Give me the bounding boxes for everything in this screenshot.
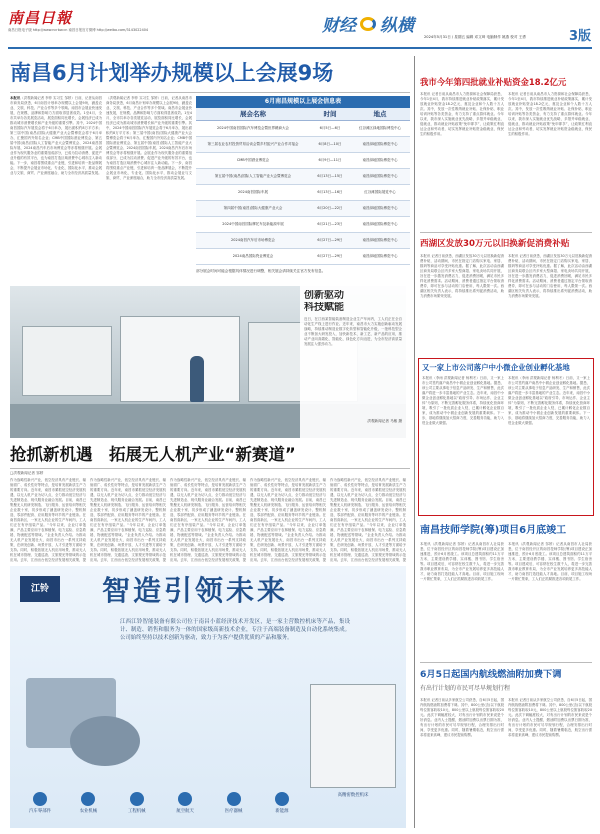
right2-body-a bbox=[420, 254, 504, 354]
right5-body-cont: 本报讯 记者日前从多家航空公司获悉，自6月5日起，国内航线燃油附加费将下调。其中，800公里(含)以下航段每位旅客收取10元，800公里以上航段每位旅客收取20元。此次下调幅度较大，对有出行计划的市民来说是个好消息。业内人士提醒，燃油附加费以出票日期为准，有出行计划的市民可尽早规划行程，合理安排出行时间，享受更多优惠。同时，随着暑期临近，航空出行需求将迎来高峰，建议市民提前购票。 bbox=[508, 698, 592, 737]
expo-time-cell: 6月13日—15日 bbox=[317, 174, 343, 178]
expo-place-cell: 南昌绿地国际博览中心 bbox=[362, 142, 398, 146]
expo-time-cell: 6月8日—10日 bbox=[318, 142, 342, 146]
right4-headline: 南昌技师学院(筹)项目6月底竣工 bbox=[420, 525, 567, 536]
section-title-finance: 财经 bbox=[322, 16, 356, 36]
expo-place-cell: 南昌绿地国际博览中心 bbox=[362, 206, 398, 210]
right2-body-b bbox=[508, 254, 592, 354]
right3-body: 本报讯（李雨 洪观新闻记者 杨利冬）日前，又一家上市公司签约落户南昌中小微企业创业孵化基地。据悉，该公司主要从事电子信息产品研发、生产和销售，此次落户将进一步丰富基地的产业生态。近年来，南昌中小微企业创业孵化基地以“政府引导、市场运作、企业主体”为原则，不断完善孵化服务体系，持续优化营商环境，吸引了一批优质企业入驻，已累计孵化企业数百家，成为推动中小微企业创新发展的重要载体。下一步，基地将继续加大招商力度，完善服务功能，助力入驻企业做大做强。 bbox=[422, 376, 504, 425]
right1-body: 本报讯 记者日前从南昌市人力资源和社会保障局获悉，今年1至4月，我市持续推进就业补贴政策落实，累计发放就业补贴资金18.2亿元，惠及企业和个人数十万人次。其中，发放一次性吸纳就业补贴、社保补贴、职业培训补贴等各类资金，有力支持了重点群体就业。今年以来，我市深入实施就业优先战略，多措并举稳就业、促就业，推动就业补贴政策“免申即享”，让政策红利直达企业和劳动者，切实发挥就业补贴资金稳就业、保民生的积极作用。 bbox=[420, 92, 504, 136]
expo-time-cell: 6月21日—23日 bbox=[317, 222, 343, 226]
lead-byline: 本报讯 bbox=[10, 96, 21, 100]
expo-table-body bbox=[196, 121, 410, 265]
right1-body-cont: 本报讯 记者日前从南昌市人力资源和社会保障局获悉，今年1至4月，我市持续推进就业补贴政策落实，累计发放就业补贴资金18.2亿元，惠及企业和个人数十万人次。其中，发放一次性吸纳就业补贴、社保补贴、职业培训补贴等各类资金，有力支持了重点群体就业。今年以来，我市深入实施就业优先战略，多措并举稳就业、促就业，推动就业补贴政策“免申即享”，让政策红利直达企业和劳动者，切实发挥就业补贴资金稳就业、保民生的积极作用。 bbox=[508, 92, 592, 136]
table-row bbox=[196, 201, 410, 217]
expo-name-cell: 2024中国南昌国际摩托车及新能源车展 bbox=[222, 222, 284, 226]
ad-tag bbox=[163, 792, 207, 822]
right1-body-a bbox=[420, 92, 504, 228]
right3-body-a bbox=[422, 376, 504, 512]
lead-body-continued: （洪观新闻记者 李菲 实习生 邹婷）日前，记者从南昌市商务局获悉，6月南昌计划举办规模以上会展9场，涵盖农业、文旅、科技、产业合作等多个领域。南昌市会展业快速发展，在规模、品牌和影响力方面取得显著成效。1至4月，全市共举办各类展览活动，展览面积同比增长，会展经济已成为推动城市消费增长和产业升级的重要引擎。其中，2024中国南昌国际汽车展览会将于6月举办，展出面积约8万平方米；第三届中国(南昌)国际大健康产业大会暨博览会将于6月举办，汇聚国内外知名企业；CMB中国国际酒业博览会、第五届中国(南昌)国际人工智能产业大会暨博览会、2024南昌国际车展、2024南昌汽车后市场博览会等亦将相继开展。会展业作为现代服务业的重要组成部分，已成为拉动消费、促进产业升级的有效平台，也为南昌打造区域消费中心城市注入新动能。下一步，南昌将围绕重点产业链，引进和培育一批品牌展会，不断提升会展业市场化、专业化、国际化水平，推动会展业与文旅、商贸、产业深度融合，助力全市经济高质量发展。 bbox=[106, 96, 192, 180]
expo-name-cell: 2024中国南昌国际汽车博览会暨世界赣商大会 bbox=[217, 126, 289, 130]
right2-body-cont: 本报讯 记者日前获悉，西湖区发放30万元以旧换新促消费补贴，活动期间，市民在指定门店购买家电、家居、数码等商品可享受补贴优惠。据了解，此次活动由西湖区商务局联合区内多家大型商超、家电卖场共同开展，旨在进一步激发消费活力，促进消费回暖，满足市民多样化消费需求。活动期间，消费者通过指定平台领取消费券，即可在参与活动的门店使用，每人限领一次。西湖区相关负责人表示，将持续推出系列促消费活动，助力消费市场繁荣发展。 bbox=[508, 254, 592, 298]
ad-tag bbox=[18, 792, 62, 822]
lead-body: （洪观新闻记者 李菲 实习生 邹婷）日前，记者从南昌市商务局获悉，6月南昌计划举办规模以上会展9场，涵盖农业、文旅、科技、产业合作等多个领域。南昌市会展业快速发展，在规模、品牌和影响力方面取得显著成效。1至4月，全市共举办各类展览活动，展览面积同比增长，会展经济已成为推动城市消费增长和产业升级的重要引擎。其中，2024中国南昌国际汽车展览会将于6月举办，展出面积约8万平方米；第三届中国(南昌)国际大健康产业大会暨博览会将于6月举办，汇聚国内外知名企业；CMB中国国际酒业博览会、第五届中国(南昌)国际人工智能产业大会暨博览会、2024南昌国际车展、2024南昌汽车后市场博览会等亦将相继开展。会展业作为现代服务业的重要组成部分，已成为拉动消费、促进产业升级的有效平台，也为南昌打造区域消费中心城市注入新动能。下一步，南昌将围绕重点产业链，引进和培育一批品牌展会，不断提升会展业市场化、专业化、国际化水平，推动会展业与文旅、商贸、产业深度融合，助力全市经济高质量发展。 bbox=[10, 96, 102, 175]
drone-body-5: 作为战略性新兴产业，低空经济具有产业链长、辐射面广、成长性好等特点，是培育发展新质生产力的重要方向。近年来，南昌市紧抓低空经济发展机遇，以无人机产业为切入点，全力推动低空经济与先进制造业、现代服务业融合发展。目前，南昌已集聚无人机研发制造、飞行服务、运营培训等相关企业数十家，初步形成了涵盖研发设计、整机制造、零部件配套、应用服务等环节的产业链条。在南昌高新区，一家无人机企业的生产车间内，工人们正在有序组装产品。“今年以来，企业订单饱满，产品主要应用于农林植保、电力巡检、应急救援、物流配送等领域。”企业负责人介绍。为推动无人机产业发展壮大，南昌市出台一系列支持政策，在研发创新、场景开放、人才引进等方面给予支持。同时，积极拓展无人机应用场景，推动无人机在城市管理、交通巡查、文旅观光等领域的示范应用。去年，江西出台低空经济发展相关政策，提 bbox=[330, 478, 406, 562]
expo-table bbox=[196, 96, 410, 282]
photo-caption-title-1: 创新驱动 bbox=[304, 290, 344, 301]
right3-headline: 又一家上市公司落户中小微企业创业孵化基地 bbox=[422, 363, 570, 372]
right5-subhead: 有出行计划的市民可尽早规划行程 bbox=[420, 685, 511, 692]
masthead-urls: 南昌日报电子版 http://www.ncrbw.cn 南昌日报官方微博 http://weibo.com/3143022404 bbox=[8, 28, 149, 32]
expo-place-cell: 南昌绿地国际博览中心 bbox=[362, 222, 398, 226]
ad-tag bbox=[212, 792, 256, 822]
section-banner bbox=[300, 9, 440, 39]
lead-headline: 南昌6月计划举办规模以上会展9场 bbox=[10, 61, 334, 85]
ad-tag bbox=[260, 792, 304, 822]
right1-rule bbox=[420, 232, 592, 233]
table-row bbox=[196, 153, 410, 169]
date-line: 2024年5月31日 / 星期五 编辑 邓文琦 电脑制作 姚燕 校对 王勇 bbox=[424, 35, 526, 39]
expo-time-cell: 6月5日—6日 bbox=[319, 126, 341, 130]
table-row bbox=[196, 137, 410, 153]
header-name: 展会名称 bbox=[240, 110, 266, 118]
photo-caption-title-2: 科技赋能 bbox=[304, 302, 344, 313]
page-number: 3版 bbox=[569, 29, 592, 44]
expo-place-cell: 南昌绿地国际博览中心 bbox=[362, 254, 398, 258]
newspaper-logo: 南昌日報 bbox=[8, 9, 73, 27]
table-row bbox=[196, 233, 410, 249]
photo-caption bbox=[300, 286, 406, 438]
expo-place-cell: 红谷滩国际展览中心 bbox=[364, 190, 396, 194]
expo-table-title: 6月南昌规模以上展会信息表 bbox=[196, 96, 410, 108]
masthead-rule bbox=[8, 47, 592, 49]
photo-machine-mid bbox=[120, 316, 240, 402]
expo-time-cell: 6月13日—16日 bbox=[317, 190, 343, 194]
expo-table-header bbox=[196, 108, 410, 121]
ad-tag-label: 汽车零部件 bbox=[29, 809, 51, 814]
right1-headline: 我市今年第四批就业补贴资金18.2亿元 bbox=[420, 77, 567, 87]
ad-logo-text: 江铃 bbox=[30, 584, 49, 594]
right5-headline: 6月5日起国内航线燃油附加费下调 bbox=[420, 669, 562, 680]
expo-place-cell: 南昌绿地国际博览中心 bbox=[362, 238, 398, 242]
right3-body-b bbox=[508, 376, 590, 512]
table-row bbox=[196, 121, 410, 137]
ad-tag-icon bbox=[275, 792, 289, 806]
advertisement bbox=[10, 566, 406, 828]
expo-name-cell: 2024南昌国际瓷业博览会 bbox=[232, 254, 274, 258]
expo-name-cell: 第五届中国(南昌)国际人工智能产业大会暨博览会 bbox=[214, 174, 292, 178]
right1-body-b bbox=[508, 92, 592, 228]
table-row bbox=[196, 169, 410, 185]
swirl-icon bbox=[360, 17, 376, 31]
lead-rule bbox=[10, 92, 410, 93]
ad-tag bbox=[115, 792, 159, 822]
photo-caption-text: 近日，在江西某智能装备制造企业生产车间内，工人们正在全自动化生产线上进行作业。近年来，南昌市大力实施创新驱动发展战略，持续推动制造业数字化转型和智能化升级，一批科技型企业不断加大研发投入，加快新技术、新工艺、新产品的应用，推动产业向高端化、智能化、绿色化方向迈进，为全市经济高质量发展注入强劲动力。 bbox=[304, 317, 402, 346]
expo-time-cell: 6月20日—22日 bbox=[317, 206, 343, 210]
table-row bbox=[196, 217, 410, 233]
ad-tag bbox=[66, 792, 110, 822]
lead-body-col2 bbox=[106, 96, 192, 282]
expo-time-cell: 6月27日—29日 bbox=[317, 238, 343, 242]
ad-machine bbox=[310, 684, 396, 788]
expo-name-cell: 第三届农业农村投资贸易洽谈会暨乡村振兴产业合作对接会 bbox=[207, 142, 299, 146]
ad-tag-row bbox=[18, 792, 304, 822]
table-row bbox=[196, 249, 410, 265]
ad-tag-label: 航空航天 bbox=[176, 809, 194, 814]
right4-body-cont: 本报讯（洪观新闻记者 邹婷）记者从南昌市人社局获悉，位于南昌经开区的南昌技师学院(筹)项目建设正加速推进，预计6月底竣工。该项目总建筑面积约11万平方米，主要建设教学楼、实训楼、图书馆、学生宿舍等。项目建成后，可容纳在校生数千人，将进一步完善我市职业教育布局，为全市产业发展培养更多高技能人才，助力南昌打造技能人才高地。目前，项目施工现场一片繁忙景象，工人们正抓紧推进各项收尾工作。 bbox=[508, 542, 592, 581]
drone-body-3: 作为战略性新兴产业，低空经济具有产业链长、辐射面广、成长性好等特点，是培育发展新质生产力的重要方向。近年来，南昌市紧抓低空经济发展机遇，以无人机产业为切入点，全力推动低空经济与先进制造业、现代服务业融合发展。目前，南昌已集聚无人机研发制造、飞行服务、运营培训等相关企业数十家，初步形成了涵盖研发设计、整机制造、零部件配套、应用服务等环节的产业链条。在南昌高新区，一家无人机企业的生产车间内，工人们正在有序组装产品。“今年以来，企业订单饱满，产品主要应用于农林植保、电力巡检、应急救援、物流配送等领域。”企业负责人介绍。为推动无人机产业发展壮大，南昌市出台一系列支持政策，在研发创新、场景开放、人才引进等方面给予支持。同时，积极拓展无人机应用场景，推动无人机在城市管理、交通巡查、文旅观光等领域的示范应用。去年，江西出台低空经济发展相关政策，提 bbox=[170, 478, 246, 562]
photo-worker bbox=[190, 356, 204, 402]
ad-tag-label: 新能源 bbox=[275, 809, 289, 814]
right4-body: 本报讯（洪观新闻记者 邹婷）记者从南昌市人社局获悉，位于南昌经开区的南昌技师学院(筹)项目建设正加速推进，预计6月底竣工。该项目总建筑面积约11万平方米，主要建设教学楼、实训楼、图书馆、学生宿舍等。项目建成后，可容纳在校生数千人，将进一步完善我市职业教育布局，为全市产业发展培养更多高技能人才，助力南昌打造技能人才高地。目前，项目施工现场一片繁忙景象，工人们正抓紧推进各项收尾工作。 bbox=[420, 542, 504, 581]
expo-name-cell: 2024南昌国际车展 bbox=[238, 190, 268, 194]
right4-rule bbox=[420, 662, 592, 663]
right4-body-a bbox=[420, 542, 504, 658]
drone-body-4: 作为战略性新兴产业，低空经济具有产业链长、辐射面广、成长性好等特点，是培育发展新质生产力的重要方向。近年来，南昌市紧抓低空经济发展机遇，以无人机产业为切入点，全力推动低空经济与先进制造业、现代服务业融合发展。目前，南昌已集聚无人机研发制造、飞行服务、运营培训等相关企业数十家，初步形成了涵盖研发设计、整机制造、零部件配套、应用服务等环节的产业链条。在南昌高新区，一家无人机企业的生产车间内，工人们正在有序组装产品。“今年以来，企业订单饱满，产品主要应用于农林植保、电力巡检、应急救援、物流配送等领域。”企业负责人介绍。为推动无人机产业发展壮大，南昌市出台一系列支持政策，在研发创新、场景开放、人才引进等方面给予支持。同时，积极拓展无人机应用场景，推动无人机在城市管理、交通巡查、文旅观光等领域的示范应用。去年，江西出台低空经济发展相关政策，提 bbox=[250, 478, 326, 562]
ad-tag-icon bbox=[178, 792, 192, 806]
photo-machine-left bbox=[22, 326, 112, 396]
ad-tag-icon bbox=[81, 792, 95, 806]
lead-body-col1 bbox=[10, 96, 102, 282]
right5-body-b bbox=[508, 698, 592, 826]
drone-byline: □洪观新闻记者 邹婷 bbox=[10, 471, 44, 475]
drone-col-2 bbox=[90, 478, 166, 562]
expo-time-cell: 6月27日—29日 bbox=[317, 254, 343, 258]
expo-place-cell: 红谷滩区绿地国际博览中心 bbox=[359, 126, 401, 130]
drone-col-1 bbox=[10, 478, 86, 562]
drone-body-2: 作为战略性新兴产业，低空经济具有产业链长、辐射面广、成长性好等特点，是培育发展新质生产力的重要方向。近年来，南昌市紧抓低空经济发展机遇，以无人机产业为切入点，全力推动低空经济与先进制造业、现代服务业融合发展。目前，南昌已集聚无人机研发制造、飞行服务、运营培训等相关企业数十家，初步形成了涵盖研发设计、整机制造、零部件配套、应用服务等环节的产业链条。在南昌高新区，一家无人机企业的生产车间内，工人们正在有序组装产品。“今年以来，企业订单饱满，产品主要应用于农林植保、电力巡检、应急救援、物流配送等领域。”企业负责人介绍。为推动无人机产业发展壮大，南昌市出台一系列支持政策，在研发创新、场景开放、人才引进等方面给予支持。同时，积极拓展无人机应用场景，推动无人机在城市管理、交通巡查、文旅观光等领域的示范应用。去年，江西出台低空经济发展相关政策，提 bbox=[90, 478, 166, 562]
drone-headline: 抢抓新机遇 拓展无人机产业“新赛道” bbox=[10, 445, 296, 464]
expo-place-cell: 南昌绿地国际博览中心 bbox=[362, 158, 398, 162]
drone-body-1: 作为战略性新兴产业，低空经济具有产业链长、辐射面广、成长性好等特点，是培育发展新质生产力的重要方向。近年来，南昌市紧抓低空经济发展机遇，以无人机产业为切入点，全力推动低空经济与先进制造业、现代服务业融合发展。目前，南昌已集聚无人机研发制造、飞行服务、运营培训等相关企业数十家，初步形成了涵盖研发设计、整机制造、零部件配套、应用服务等环节的产业链条。在南昌高新区，一家无人机企业的生产车间内，工人们正在有序组装产品。“今年以来，企业订单饱满，产品主要应用于农林植保、电力巡检、应急救援、物流配送等领域。”企业负责人介绍。为推动无人机产业发展壮大，南昌市出台一系列支持政策，在研发创新、场景开放、人才引进等方面给予支持。同时，积极拓展无人机应用场景，推动无人机在城市管理、交通巡查、文旅观光等领域的示范应用。去年，江西出台低空经济发展相关政策，提 bbox=[10, 478, 86, 562]
ad-logo bbox=[20, 576, 60, 602]
photo-credit: 洪观新闻记者 马敏 摄 bbox=[367, 419, 402, 423]
right2-body: 本报讯 记者日前获悉，西湖区发放30万元以旧换新促消费补贴，活动期间，市民在指定门店购买家电、家居、数码等商品可享受补贴优惠。据了解，此次活动由西湖区商务局联合区内多家大型商超、家电卖场共同开展，旨在进一步激发消费活力，促进消费回暖，满足市民多样化消费需求。活动期间，消费者通过指定平台领取消费券，即可在参与活动的门店使用，每人限领一次。西湖区相关负责人表示，将持续推出系列促消费活动，助力消费市场繁荣发展。 bbox=[420, 254, 504, 298]
expo-place-cell: 南昌绿地国际博览中心 bbox=[362, 174, 398, 178]
header-time: 时间 bbox=[323, 110, 337, 118]
masthead bbox=[8, 5, 592, 45]
drone-rule bbox=[10, 468, 410, 469]
expo-name-cell: CMB中国酒业博览会 bbox=[236, 158, 270, 162]
drone-col-5 bbox=[330, 478, 406, 562]
ad-tag-label: 医疗器械 bbox=[224, 809, 243, 814]
ad-tag-label: 农业机械 bbox=[79, 809, 98, 814]
ad-tag-icon bbox=[130, 792, 144, 806]
drone-col-4 bbox=[250, 478, 326, 562]
right5-body-a bbox=[420, 698, 504, 826]
section-title-vertical: 纵横 bbox=[380, 16, 414, 36]
right5-body: 本报讯 记者日前从多家航空公司获悉，自6月5日起，国内航线燃油附加费将下调。其中，800公里(含)以下航段每位旅客收取10元，800公里以上航段每位旅客收取20元。此次下调幅度较大，对有出行计划的市民来说是个好消息。业内人士提醒，燃油附加费以出票日期为准，有出行计划的市民可尽早规划行程，合理安排出行时间，享受更多优惠。同时，随着暑期临近，航空出行需求将迎来高峰，建议市民提前购票。 bbox=[420, 698, 504, 737]
ad-tag-label: 工程机械 bbox=[127, 809, 146, 814]
drone-col-3 bbox=[170, 478, 246, 562]
ad-tag-icon bbox=[33, 792, 47, 806]
expo-table-note: 部分展会时间可能会根据具体情况进行调整，相关展会请持续关注官方发布信息。 bbox=[196, 269, 326, 273]
table-row bbox=[196, 185, 410, 201]
ad-part-2 bbox=[70, 716, 140, 766]
ad-headline: 智造引领未来 bbox=[102, 574, 289, 607]
right2-headline: 西湖区发放30万元以旧换新促消费补贴 bbox=[420, 239, 570, 249]
ad-tag-icon bbox=[227, 792, 241, 806]
ad-body: 江西江铃智能装备有限公司位于南昌小蓝经济技术开发区，是一家主营数控机床等产品，集设计、制造、销售和服务为一体的国家级高新技术企业，专注于高端装备制造及自动化系统集成。公司始终坚持以技术创新为驱动，致力于为客户提供优质的产品和服务。 bbox=[120, 619, 350, 641]
expo-time-cell: 6月9日—11日 bbox=[318, 158, 342, 162]
right-column-divider bbox=[414, 56, 415, 828]
right4-body-b bbox=[508, 542, 592, 658]
header-place: 地点 bbox=[373, 110, 387, 118]
right3-body-cont: 本报讯（李雨 洪观新闻记者 杨利冬）日前，又一家上市公司签约落户南昌中小微企业创业孵化基地。据悉，该公司主要从事电子信息产品研发、生产和销售，此次落户将进一步丰富基地的产业生态。近年来，南昌中小微企业创业孵化基地以“政府引导、市场运作、企业主体”为原则，不断完善孵化服务体系，持续优化营商环境，吸引了一批优质企业入驻，已累计孵化企业数百家，成为推动中小微企业创新发展的重要载体。下一步，基地将继续加大招商力度，完善服务功能，助力入驻企业做大做强。 bbox=[508, 376, 590, 425]
expo-name-cell: 2024南昌汽车后市场博览会 bbox=[231, 238, 275, 242]
ad-machine-label: 高精密数控机床 bbox=[337, 793, 369, 798]
expo-name-cell: 第四届中国(南昌)国际大健康产业大会 bbox=[223, 206, 283, 210]
